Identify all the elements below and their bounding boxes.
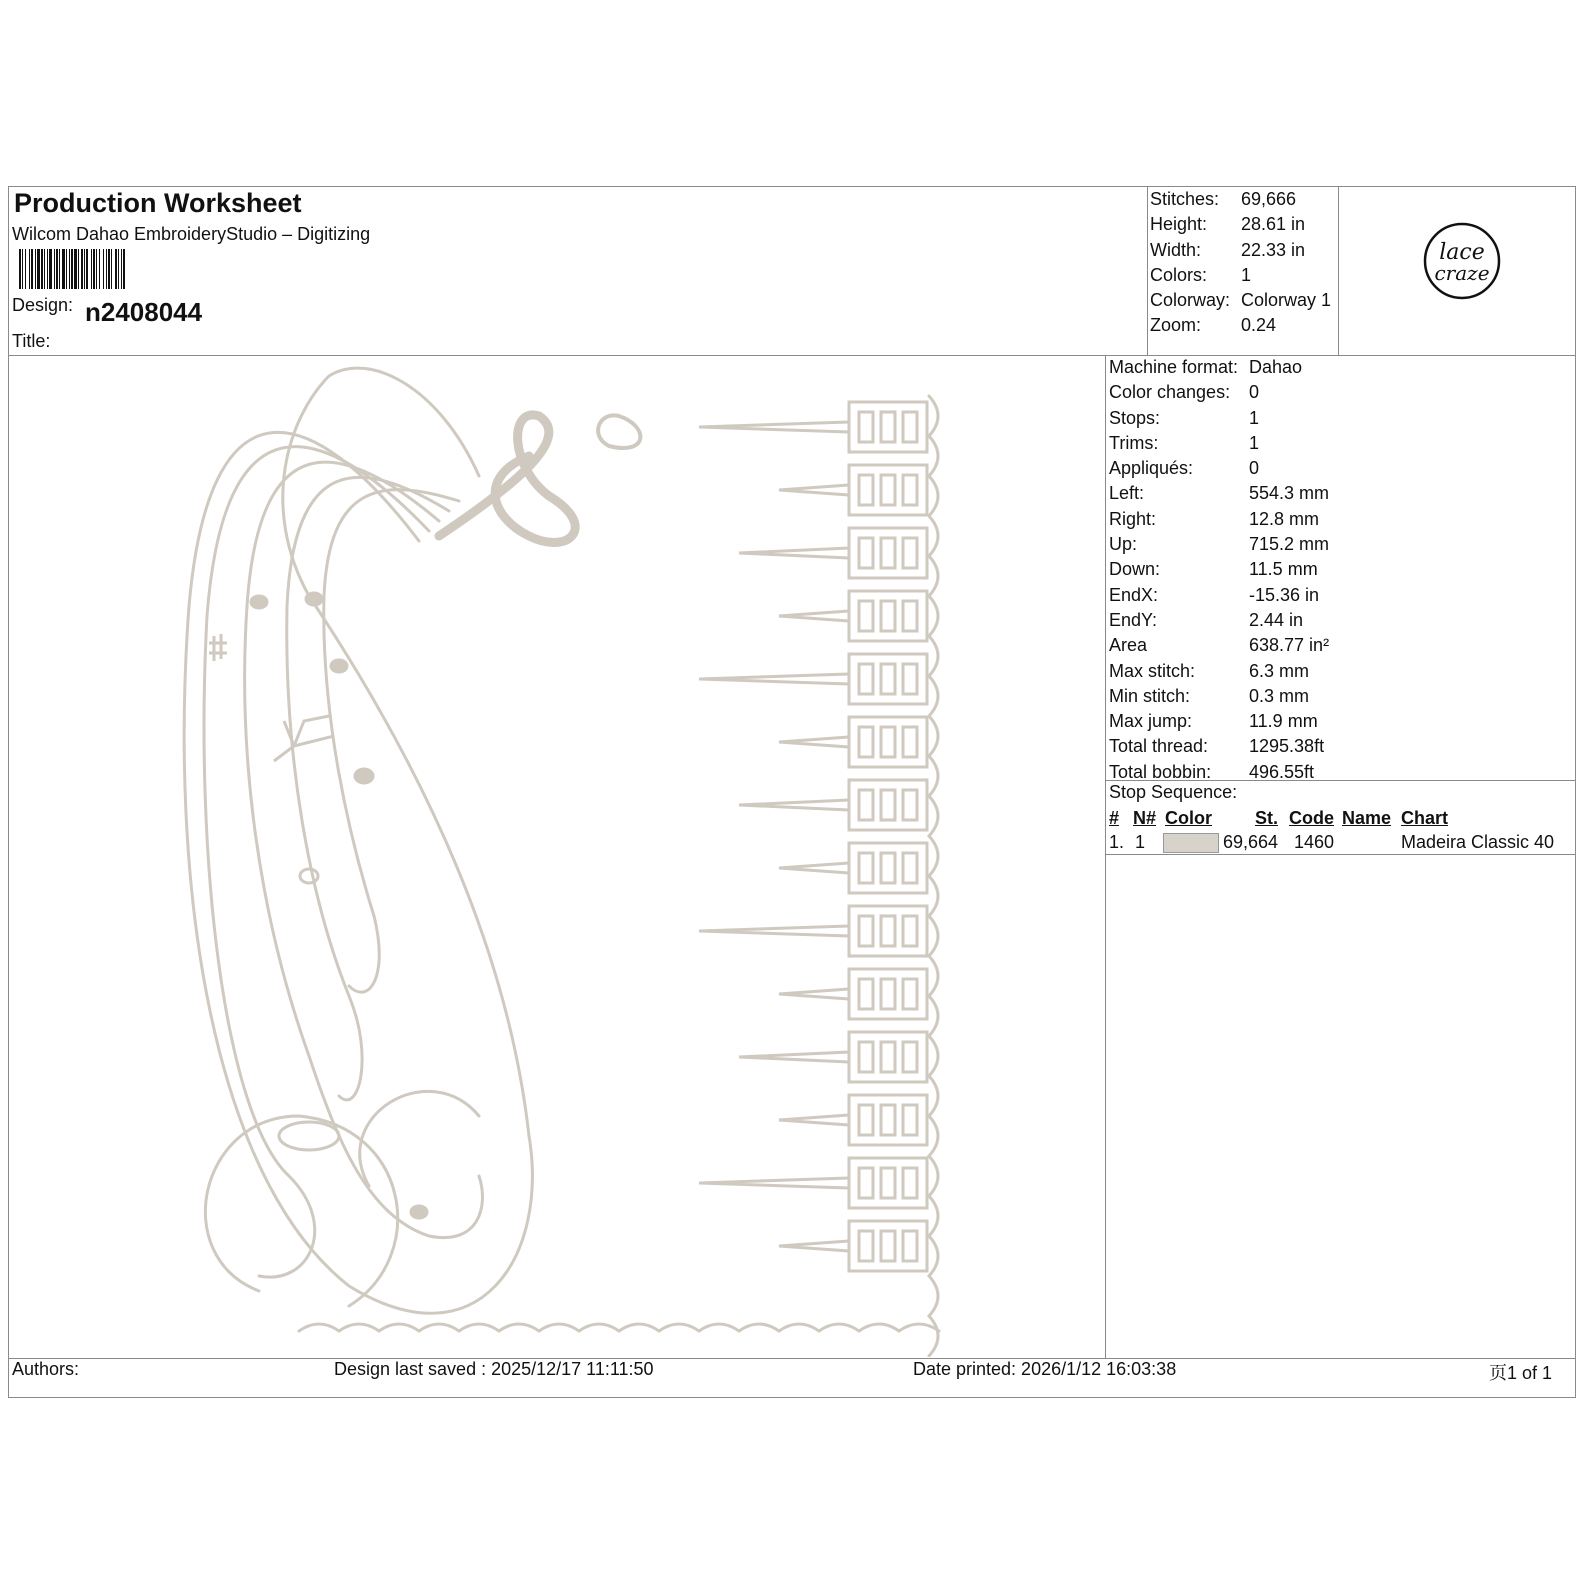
ballerina-icon — [274, 716, 334, 761]
detail-row — [1109, 532, 1329, 557]
stat-value: Colorway 1 — [1241, 290, 1332, 311]
stat-value: 69,666 — [1241, 189, 1297, 209]
church-building — [699, 906, 927, 956]
logo-text-top: lace — [1439, 240, 1485, 265]
church-building — [779, 843, 927, 893]
church-building — [739, 528, 927, 578]
detail-value: 715.2 mm — [1249, 534, 1330, 555]
note-head-icon — [355, 769, 373, 783]
logo-text-bottom: craze — [1434, 261, 1490, 285]
page-number: 页1 of 1 — [1489, 1363, 1553, 1383]
stat-row — [1150, 313, 1331, 338]
detail-row — [1109, 507, 1329, 532]
note-head-icon — [331, 660, 347, 672]
design-last-saved: Design last saved : 2025/12/17 11:11:50 — [334, 1359, 654, 1379]
stat-label: Stitches: — [1150, 189, 1220, 209]
stat-row — [1150, 187, 1331, 212]
detail-label: Appliqués: — [1109, 458, 1194, 479]
col-header-num: # — [1109, 808, 1120, 828]
software-name: Wilcom Dahao EmbroideryStudio – Digitizing — [12, 224, 371, 244]
detail-label: Area — [1109, 635, 1148, 656]
col-header-st: St. — [1255, 808, 1279, 828]
barcode — [19, 249, 221, 289]
note-head-icon — [279, 1122, 339, 1150]
detail-row — [1109, 481, 1329, 506]
detail-row — [1109, 734, 1329, 759]
col-header-chart: Chart — [1401, 808, 1449, 828]
stat-label: Colors: — [1150, 264, 1208, 285]
stat-value: 1 — [1241, 264, 1252, 285]
church-building — [779, 1221, 927, 1271]
detail-value: 6.3 mm — [1249, 660, 1310, 681]
detail-label: EndX: — [1109, 584, 1159, 605]
embroidery-design-preview — [9, 356, 1104, 1357]
detail-value: 0.3 mm — [1249, 685, 1310, 706]
header-logo-divider — [1338, 187, 1339, 355]
detail-value: 496.55ft — [1249, 761, 1315, 782]
staff-line — [204, 447, 429, 1277]
detail-row — [1109, 709, 1329, 734]
detail-value: 12.8 mm — [1249, 508, 1320, 529]
sequence-divider — [1105, 854, 1575, 855]
lace-craze-logo-icon — [1423, 222, 1501, 300]
staff-line — [245, 462, 483, 1237]
detail-row — [1109, 608, 1329, 633]
detail-row — [1109, 684, 1329, 709]
detail-row — [1109, 456, 1329, 481]
church-building — [699, 1158, 927, 1208]
seq-row-num: 1. — [1109, 832, 1125, 852]
staff-line — [324, 490, 459, 993]
detail-row — [1109, 431, 1329, 456]
detail-value: 1 — [1249, 407, 1260, 428]
stat-label: Colorway: — [1150, 290, 1231, 311]
detail-row — [1109, 380, 1329, 405]
scalloped-edge-bottom — [299, 1324, 939, 1331]
church-building — [779, 1095, 927, 1145]
church-building — [699, 654, 927, 704]
detail-label: Trims: — [1109, 432, 1159, 453]
detail-label: Down: — [1109, 559, 1161, 580]
church-building — [739, 780, 927, 830]
detail-label: Color changes: — [1109, 382, 1231, 403]
detail-value: 0 — [1249, 458, 1260, 479]
detail-label: Max jump: — [1109, 711, 1193, 732]
col-header-name: Name — [1342, 808, 1392, 828]
authors-label: Authors: — [12, 1359, 80, 1379]
scroll-curl — [360, 1091, 479, 1186]
header-stats-divider — [1147, 187, 1148, 355]
seq-row-n: 1 — [1135, 832, 1146, 852]
stop-sequence-label: Stop Sequence: — [1109, 782, 1238, 802]
detail-row — [1109, 557, 1329, 582]
design-name: n2408044 — [85, 297, 203, 327]
church-building — [739, 1032, 927, 1082]
col-header-n: N# — [1133, 808, 1157, 828]
church-building — [699, 402, 927, 452]
detail-row — [1109, 633, 1329, 658]
seq-row-st: 69,664 — [1223, 832, 1279, 852]
stat-row — [1150, 263, 1331, 288]
thread-color-swatch — [1163, 833, 1219, 853]
stat-row — [1150, 238, 1331, 263]
sharp-sign-icon — [209, 634, 227, 661]
detail-label: Min stitch: — [1109, 685, 1191, 706]
detail-label: Total bobbin: — [1109, 761, 1212, 782]
note-head-icon — [306, 593, 322, 605]
church-building — [779, 465, 927, 515]
detail-label: Machine format: — [1109, 357, 1239, 377]
detail-label: Left: — [1109, 483, 1145, 504]
detail-value: 0 — [1249, 382, 1260, 403]
detail-value: 11.5 mm — [1249, 559, 1318, 580]
detail-label: EndY: — [1109, 609, 1158, 630]
detail-label: Max stitch: — [1109, 660, 1196, 681]
detail-value: 2.44 in — [1249, 609, 1304, 630]
worksheet-title: Production Worksheet — [14, 188, 302, 218]
church-building — [779, 591, 927, 641]
preview-divider — [1105, 355, 1106, 1358]
seq-row-code: 1460 — [1294, 832, 1335, 852]
design-label: Design: — [12, 295, 74, 315]
detail-row — [1109, 659, 1329, 684]
detail-value: 11.9 mm — [1249, 711, 1318, 732]
church-building — [779, 717, 927, 767]
scalloped-edge-right — [929, 396, 938, 1356]
detail-row — [1109, 583, 1329, 608]
note-head-icon — [411, 1206, 427, 1218]
detail-label: Up: — [1109, 534, 1138, 555]
detail-row — [1109, 355, 1329, 380]
detail-label: Stops: — [1109, 407, 1161, 428]
staff-line — [287, 477, 449, 1100]
footer-divider — [9, 1358, 1575, 1359]
stat-value: 22.33 in — [1241, 239, 1306, 260]
detail-value: 638.77 in² — [1249, 635, 1330, 656]
stat-label: Zoom: — [1150, 315, 1202, 336]
date-printed: Date printed: 2026/1/12 16:03:38 — [913, 1359, 1177, 1379]
worksheet-frame — [8, 186, 1576, 1398]
detail-value: 554.3 mm — [1249, 483, 1330, 504]
detail-value: Dahao — [1249, 357, 1303, 377]
stat-row — [1150, 288, 1331, 313]
treble-clef-icon — [439, 415, 640, 543]
church-building — [779, 969, 927, 1019]
detail-label: Total thread: — [1109, 736, 1209, 757]
stat-value: 28.61 in — [1241, 214, 1306, 235]
col-header-code: Code — [1289, 808, 1334, 828]
stat-label: Height: — [1150, 214, 1208, 235]
machine-details — [1109, 355, 1329, 785]
col-header-color: Color — [1165, 808, 1212, 828]
detail-label: Right: — [1109, 508, 1157, 529]
detail-value: -15.36 in — [1249, 584, 1320, 605]
detail-row — [1109, 406, 1329, 431]
stat-value: 0.24 — [1241, 315, 1277, 336]
detail-value: 1295.38ft — [1249, 736, 1325, 757]
note-head-icon — [300, 869, 318, 883]
summary-stats — [1150, 187, 1331, 339]
scroll-curl — [205, 1116, 397, 1306]
note-head-icon — [251, 596, 267, 608]
stat-label: Width: — [1150, 239, 1202, 260]
stat-row — [1150, 212, 1331, 237]
seq-row-chart: Madeira Classic 40 — [1401, 832, 1555, 852]
title-label: Title: — [12, 331, 51, 351]
church-skyline-border — [699, 402, 927, 1271]
detail-value: 1 — [1249, 432, 1260, 453]
